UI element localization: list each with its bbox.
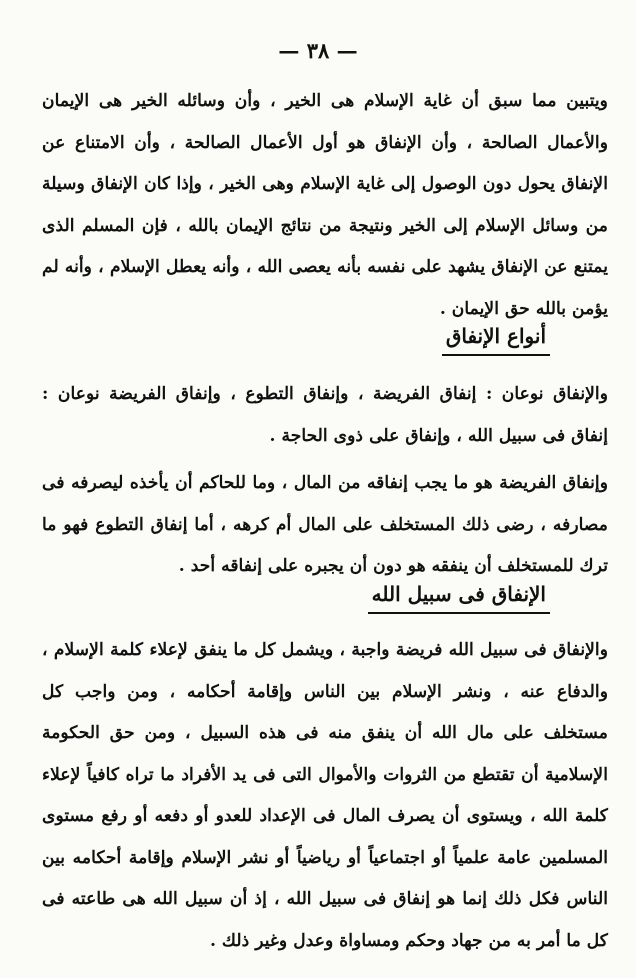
paragraph-3: وإنفاق الفريضة هو ما يجب إنفاقه من المال ، وما للحاكم أن يأخذه ليصرفه فى مصارفه ، رضى ذلك المستخلف على المال أم كرهه ، أما إنفاق التطوع فهو ما ترك للمستخلف أن ينفقه هو دون أن يجبره على إنفاقه أحد . bbox=[42, 473, 608, 576]
page-number: — ٣٨ — bbox=[278, 38, 358, 63]
section-heading-wrapper bbox=[442, 320, 550, 356]
section-heading-types-of-spending: أنواع الإنفاق bbox=[442, 320, 550, 356]
paragraph-4: والإنفاق فى سبيل الله فريضة واجبة ، ويشمل كل ما ينفق لإعلاء كلمة الإسلام ، والدفاع عنه ، ونشر الإسلام بين الناس وإقامة أحكامه ، ومن واجب كل مستخلف على مال الله أن ينفق منه فى هذه السبيل ، ومن حق الحكومة الإسلامية أن تقتطع من الثروات والأموال التى فى يد الأفراد ما تراه كافياً لإعلاء كلمة الله ، ويستوى أن يصرف المال فى الإعداد للعدو أو دفعه أو رفع مستوى المسلمين عامة علمياً أو اجتماعياً أو رياضياً أو نشر الإسلام وإقامة أحكامه بين الناس فكل ذلك إنما هو إنفاق فى سبيل الله ، إذ أن سبيل الله هى طاعته فى كل ما أمر به من جهاد وحكم ومساواة وعدل وغير ذلك . bbox=[42, 640, 608, 951]
section-heading-wrapper bbox=[368, 578, 550, 614]
paragraph-1: ويتبين مما سبق أن غاية الإسلام هى الخير ، وأن وسائله الخير هى الإيمان والأعمال الصالحة ، وأن الإنفاق هو أول الأعمال الصالحة ، وأن الامتناع عن الإنفاق يحول دون الوصول إلى غاية الإسلام وهى الخير ، وإذا كان الإنفاق وسيلة من وسائل الإسلام إلى الخير ونتيجة من نتائج الإيمان بالله ، فإن المسلم الذى يمتنع عن الإنفاق يشهد على نفسه بأنه يعصى الله ، وأنه يعطل الإسلام ، وأنه لم يؤمن بالله حق الإيمان . bbox=[42, 91, 608, 319]
paragraph-2: والإنفاق نوعان : إنفاق الفريضة ، وإنفاق التطوع ، وإنفاق الفريضة نوعان : إنفاق فى سبيل الله ، وإنفاق على ذوى الحاجة . bbox=[42, 384, 608, 446]
section-heading-spending-in-gods-path: الإنفاق فى سبيل الله bbox=[368, 578, 550, 614]
